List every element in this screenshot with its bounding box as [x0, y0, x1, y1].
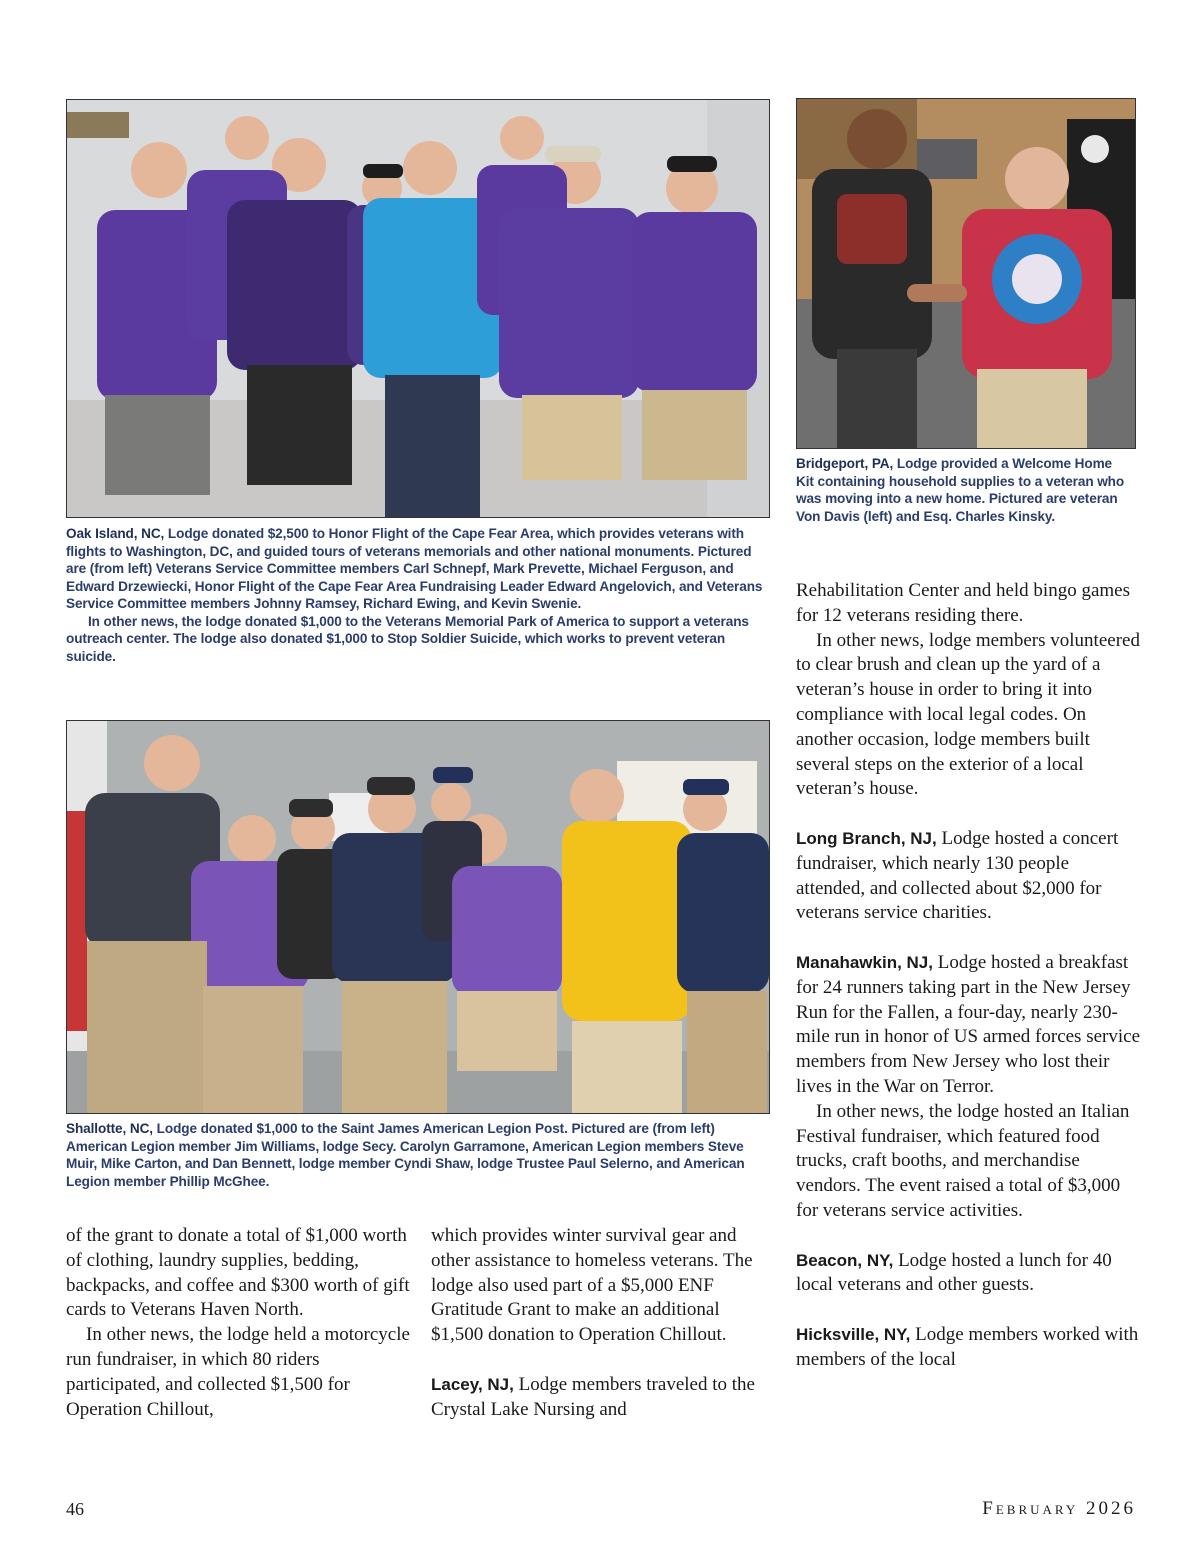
- column1-paragraph-1: of the grant to donate a total of $1,000 worth of clothing, laundry supplies, bedding, backpacks, and coffee and $300 worth of gift cards to Veterans Haven North.: [66, 1225, 410, 1321]
- lacey-location: Lacey, NJ,: [431, 1374, 514, 1394]
- lacey-text: Lodge members traveled to the Crystal Lake Nursing and: [431, 1373, 755, 1420]
- issue-date: February 2026: [982, 1498, 1136, 1519]
- steelers-logo-icon: [1081, 135, 1109, 163]
- beacon-location: Beacon, NY,: [796, 1250, 894, 1270]
- page-number: 46: [66, 1499, 84, 1519]
- shallotte-caption-text: Lodge donated $1,000 to the Saint James American Legion Post. Pictured are (from left) American Legion member Jim Williams, lodge Secy. Carolyn Garramone, American Legion members Steve Muir, Mike Carton, and Dan Bennett, lodge member Cyndi Shaw, lodge Trustee Paul Selerno, and American Legion member Phillip McGhee.: [66, 1121, 745, 1189]
- manahawkin-location: Manahawkin, NJ,: [796, 952, 933, 972]
- article-column-3: [796, 579, 1140, 1373]
- column3-paragraph-1: Rehabilitation Center and held bingo games for 12 veterans residing there.: [796, 580, 1131, 626]
- hicksville-text: Lodge members worked with members of the local: [796, 1323, 1139, 1370]
- article-column-2: [431, 1224, 767, 1422]
- shallotte-caption: [66, 1120, 770, 1190]
- article-column-1: [66, 1224, 410, 1422]
- oak-island-caption-text: Lodge donated $2,500 to Honor Flight of the Cape Fear Area, which provides veterans with flights to Washington, DC, and guided tours of veterans memorials and other national monuments. Pictured are (from left) Veterans Service Committee members Carl Schnepf, Mark Prevette, Michael Ferguson, and Edward Drzewiecki, Honor Flight of the Cape Fear Area Fundraising Leader Edward Angelovich, and Veterans Service Committee members Johnny Ramsey, Richard Ewing, and Kevin Swenie.: [66, 526, 763, 611]
- bridgeport-photo: [796, 98, 1136, 449]
- column3-paragraph-2: In other news, lodge members volunteered to clear brush and clean up the yard of a veteran’s house in order to bring it into compliance with local legal codes. On another occasion, lodge members built several steps on the exterior of a local veteran’s house.: [796, 629, 1140, 800]
- beacon-text: Lodge hosted a lunch for 40 local veterans and other guests.: [796, 1249, 1112, 1296]
- manahawkin-text: Lodge hosted a breakfast for 24 runners taking part in the New Jersey Run for the Fallen, a four-day, nearly 230-mile run in honor of US armed forces service members from New Jersey who lost their lives in the War on Terror.: [796, 951, 1141, 1097]
- oak-island-location: Oak Island, NC,: [66, 526, 165, 541]
- column1-paragraph-2: In other news, the lodge held a motorcycle run fundraiser, in which 80 riders participated, and collected $1,500 for Operation Chillout,: [66, 1324, 410, 1420]
- long-branch-text: Lodge hosted a concert fundraiser, which nearly 130 people attended, and collected about $2,000 for veterans service charities.: [796, 827, 1119, 924]
- bridgeport-caption-text: Lodge provided a Welcome Home Kit containing household supplies to a veteran who was moving into a new home. Pictured are veteran Von Davis (left) and Esq. Charles Kinsky.: [796, 456, 1125, 524]
- hicksville-location: Hicksville, NY,: [796, 1324, 911, 1344]
- oak-island-caption-text2: In other news, the lodge donated $1,000 to the Veterans Memorial Park of America to support a veterans outreach center. The lodge also donated $1,000 to Stop Soldier Suicide, which works to prevent veteran suicide.: [66, 613, 749, 664]
- oak-island-photo: [66, 99, 770, 518]
- oak-island-caption: [66, 525, 766, 665]
- long-branch-location: Long Branch, NJ,: [796, 828, 937, 848]
- manahawkin-text2: In other news, the lodge hosted an Italian Festival fundraiser, which featured food trucks, craft booths, and merchandise vendors. The event raised a total of $3,000 for veterans service activities.: [796, 1100, 1130, 1221]
- column2-paragraph-1: which provides winter survival gear and other assistance to homeless veterans. The lodge also used part of a $5,000 ENF Gratitude Grant to make an additional $1,500 donation to Operation Chillout.: [431, 1225, 753, 1346]
- shallotte-photo: [66, 720, 770, 1114]
- shallotte-location: Shallotte, NC,: [66, 1121, 153, 1136]
- bridgeport-location: Bridgeport, PA,: [796, 456, 894, 471]
- bridgeport-caption: [796, 455, 1130, 525]
